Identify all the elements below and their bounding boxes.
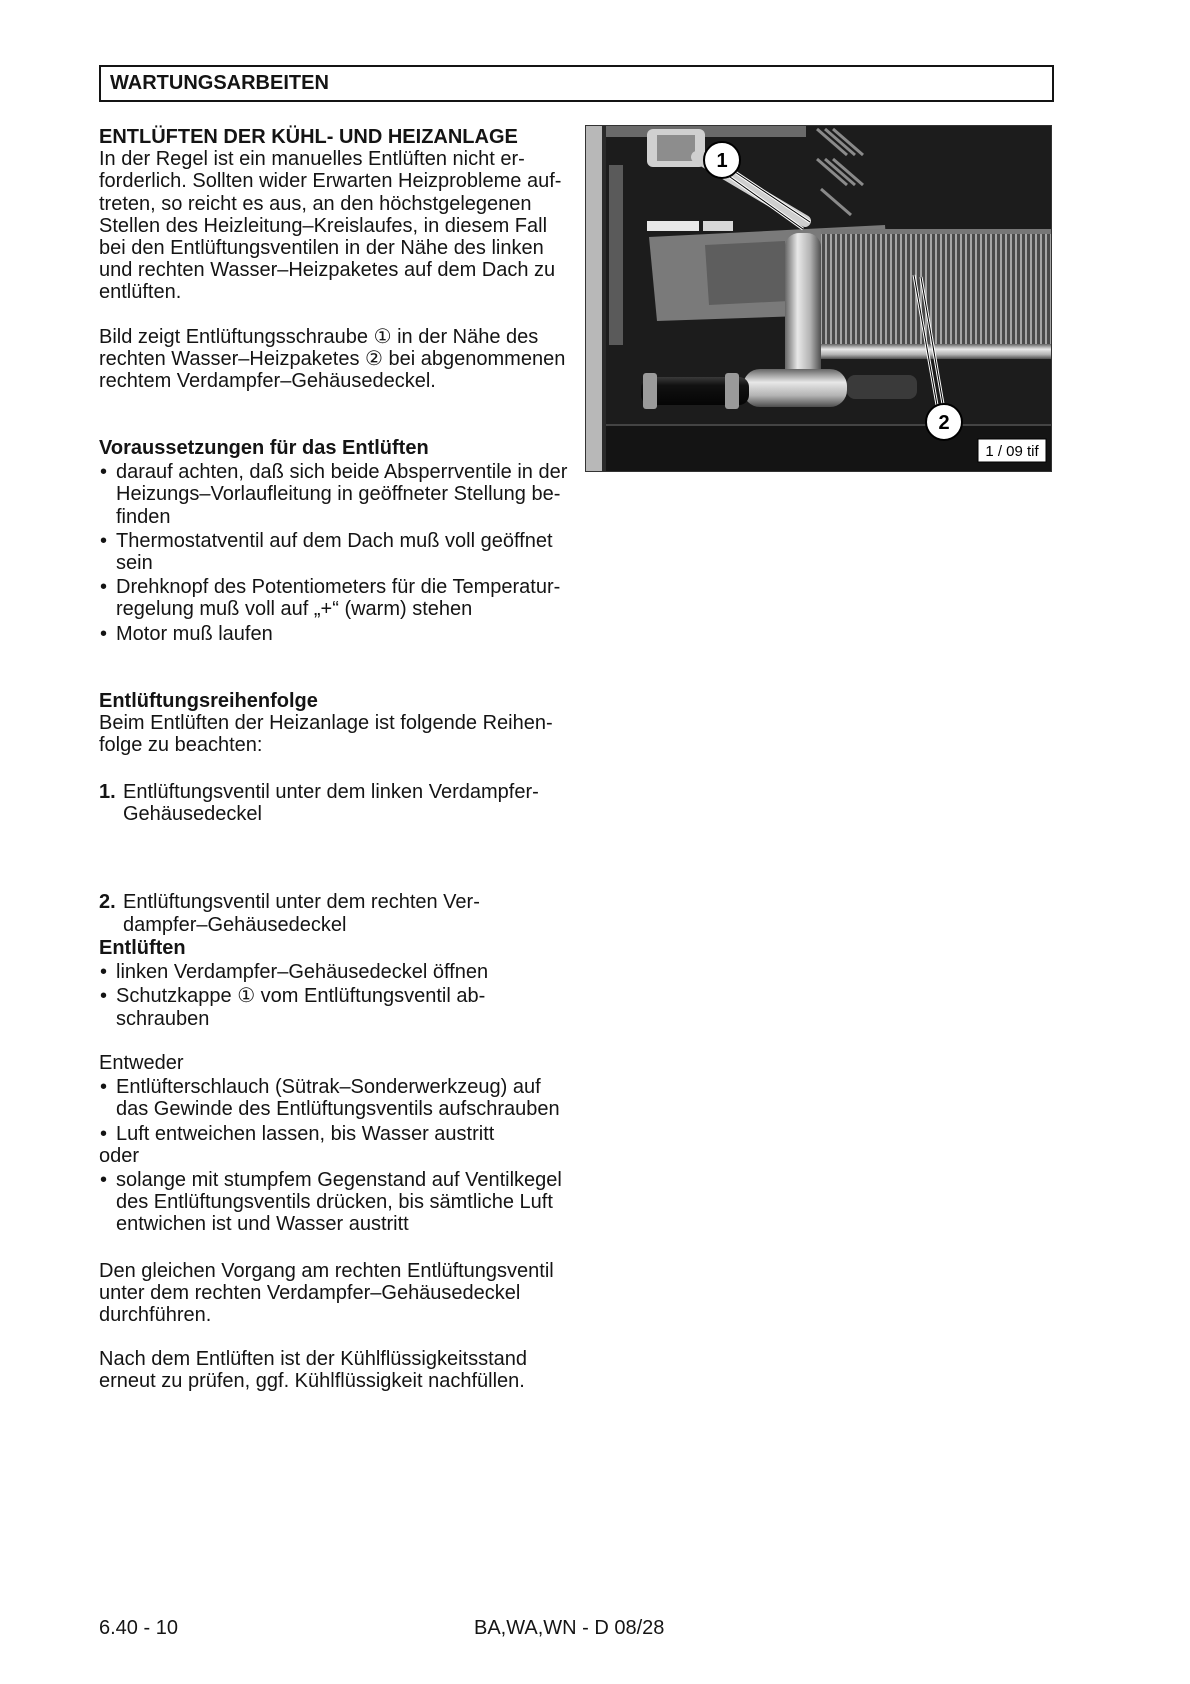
final-note: Nach dem Entlüften ist der Kühlflüssigkeitsstand erneut zu prüfen, ggf. Kühlflüssigkeit nachfüllen. xyxy=(99,1348,527,1393)
radiator-fins xyxy=(821,229,1052,345)
callout-2-label: 2 xyxy=(938,412,950,434)
venting-options xyxy=(99,1052,574,1236)
list-item: • Schutzkappe ① vom Entlüftungsventil ab- schrauben xyxy=(99,985,574,1029)
left-support xyxy=(609,165,623,345)
left-frame xyxy=(585,125,602,472)
list-item: • solange mit stumpfem Gegenstand auf Ventilkegel des Entlüftungsventils drücken, bis sämtliche Luft entwichen ist und Wasser austritt xyxy=(99,1169,574,1236)
right-valve-note: Den gleichen Vorgang am rechten Entlüftungsventil unter dem rechten Verdampfer–Gehäusedeckel durchführen. xyxy=(99,1260,554,1327)
fitting-white xyxy=(703,221,733,231)
photo-figure xyxy=(585,125,1052,472)
list-item: • Drehknopf des Potentiometers für die Temperatur- regelung muß voll auf „+“ (warm) stehen xyxy=(99,576,574,620)
sequence-intro: Beim Entlüften der Heizanlage ist folgende Reihen- folge zu beachten: xyxy=(99,712,553,757)
image-label: 1 / 09 tif xyxy=(985,443,1039,460)
hose-clamp xyxy=(643,373,657,409)
page-number: 6.40 - 10 xyxy=(99,1617,178,1639)
list-item: • Motor muß laufen xyxy=(99,623,574,645)
pipe-elbow xyxy=(743,369,847,407)
top-pipe xyxy=(606,125,806,137)
step-number: 2. xyxy=(99,891,116,914)
venting-heading: Entlüften xyxy=(99,937,186,959)
list-item: • linken Verdampfer–Gehäusedeckel öffnen xyxy=(99,961,574,983)
main-section xyxy=(99,126,574,304)
mounting-bracket-inner xyxy=(705,241,789,305)
section-header xyxy=(99,65,1054,102)
sequence-step xyxy=(99,781,598,825)
step-number: 1. xyxy=(99,781,116,803)
main-heading: ENTLÜFTEN DER KÜHL- UND HEIZANLAGE xyxy=(99,126,518,148)
sequence-step xyxy=(99,891,598,935)
venting-section xyxy=(99,937,574,1030)
top-fitting-nut xyxy=(657,135,695,161)
intro-paragraph: In der Regel ist ein manuelles Entlüften nicht er- forderlich. Sollten wider Erwarten Heizprobleme auf- treten, so reicht es aus, an den höchstgelegenen Stellen des Heizleitung–Kreislaufes, in diesem Fall bei den Entlüftungsventilen in der Nähe des linken und rechten Wasser–Heizpaketes auf dem Dach zu entlüften. xyxy=(99,148,562,304)
radiator-top-edge xyxy=(821,229,1052,234)
callout-1-label: 1 xyxy=(716,150,728,172)
prerequisites-heading: Voraussetzungen für das Entlüften xyxy=(99,437,429,459)
list-item: • darauf achten, daß sich beide Absperrventile in der Heizungs–Vorlaufleitung in geöffneter Stellung be- finden xyxy=(99,461,574,528)
left-frame-shadow xyxy=(602,125,606,472)
step-text: Entlüftungsventil unter dem rechten Ver- dampfer–Gehäusedeckel xyxy=(123,891,480,936)
either-label: Entweder xyxy=(99,1052,184,1074)
hose-clamp xyxy=(725,373,739,409)
or-label: oder xyxy=(99,1144,140,1167)
fitting-white xyxy=(647,221,699,231)
section-title: WARTUNGSARBEITEN xyxy=(110,72,329,94)
list-item: • Entlüfterschlauch (Sütrak–Sonderwerkzeug) auf das Gewinde des Entlüftungsventils aufschrauben xyxy=(99,1076,574,1120)
sequence-section xyxy=(99,690,574,757)
photo-illustration xyxy=(585,125,1052,472)
step-text: Entlüftungsventil unter dem linken Verdampfer- Gehäusedeckel xyxy=(123,781,539,826)
list-item: • Luft entweichen lassen, bis Wasser austritt xyxy=(99,1123,574,1145)
list-item: • Thermostatventil auf dem Dach muß voll geöffnet sein xyxy=(99,530,574,574)
right-pipe-stub xyxy=(847,375,917,399)
prerequisites-section xyxy=(99,437,574,645)
sequence-heading: Entlüftungsreihenfolge xyxy=(99,690,318,712)
figure-note: Bild zeigt Entlüftungsschraube ① in der Nähe des rechten Wasser–Heizpaketes ② bei abgenommenen rechtem Verdampfer–Gehäusedeckel. xyxy=(99,326,566,393)
document-code: BA,WA,WN - D 08/28 xyxy=(474,1617,665,1639)
